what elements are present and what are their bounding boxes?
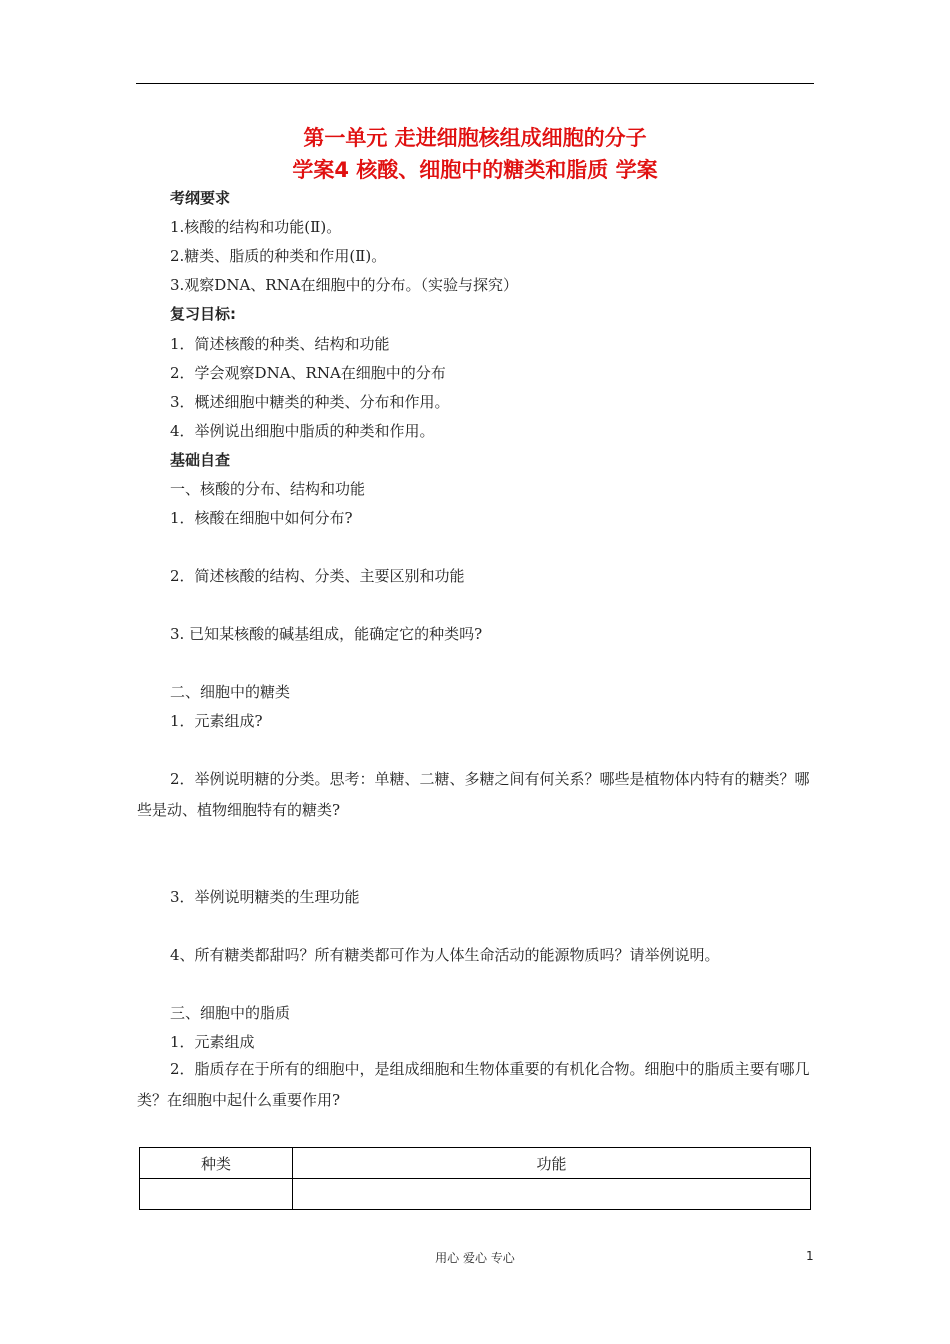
syllabus-item: 1.核酸的结构和功能(Ⅱ)。 (170, 218, 342, 236)
footer-text: 用心 爱心 专心 (435, 1251, 515, 1265)
question-paragraph: 2．脂质存在于所有的细胞中，是组成细胞和生物体重要的有机化合物。细胞中的脂质主要有哪几类？在细胞中起什么重要作用? (137, 1060, 810, 1109)
question: 1．元素组成? (170, 712, 263, 730)
review-item: 4．举例说出细胞中脂质的种类和作用。 (170, 422, 435, 440)
question: 4、所有糖类都甜吗？所有糖类都可作为人体生命活动的能源物质吗？请举例说明。 (170, 946, 720, 964)
review-item: 3．概述细胞中糖类的种类、分布和作用。 (170, 393, 450, 411)
question: 3. 已知某核酸的碱基组成，能确定它的种类吗? (170, 625, 483, 643)
table-cell (293, 1179, 811, 1210)
section-title: 三、细胞中的脂质 (170, 1004, 291, 1022)
question: 1．核酸在细胞中如何分布? (170, 509, 353, 527)
question: 3．举例说明糖类的生理功能 (170, 888, 360, 906)
table-header-row (140, 1148, 811, 1179)
table-cell (140, 1179, 293, 1210)
table-header-cell: 功能 (293, 1148, 811, 1179)
question: 1．元素组成 (170, 1033, 255, 1051)
review-item: 2．学会观察DNA、RNA在细胞中的分布 (170, 364, 446, 382)
section-title: 二、细胞中的糖类 (170, 683, 291, 701)
syllabus-heading: 考纲要求 (170, 189, 231, 207)
question-paragraph: 2．举例说明糖的分类。思考：单糖、二糖、多糖之间有何关系？哪些是植物体内特有的糖类？哪些是动、植物细胞特有的糖类? (137, 770, 810, 819)
review-heading: 复习目标: (170, 305, 236, 323)
syllabus-item: 2.糖类、脂质的种类和作用(Ⅱ)。 (170, 247, 387, 265)
basics-heading: 基础自查 (170, 451, 231, 469)
question: 2．简述核酸的结构、分类、主要区别和功能 (170, 567, 465, 585)
review-item: 1．简述核酸的种类、结构和功能 (170, 335, 390, 353)
header-rule (136, 83, 814, 84)
syllabus-item: 3.观察DNA、RNA在细胞中的分布。（实验与探究） (170, 276, 519, 294)
document-title: 第一单元 走进细胞核组成细胞的分子 (303, 126, 647, 150)
table-row (140, 1179, 811, 1210)
table-header-cell: 种类 (140, 1148, 293, 1179)
page-number: 1 (806, 1249, 814, 1263)
document-subtitle: 学案4 核酸、细胞中的糖类和脂质 学案 (292, 158, 658, 182)
section-title: 一、核酸的分布、结构和功能 (170, 480, 366, 498)
lipid-table (139, 1147, 811, 1210)
